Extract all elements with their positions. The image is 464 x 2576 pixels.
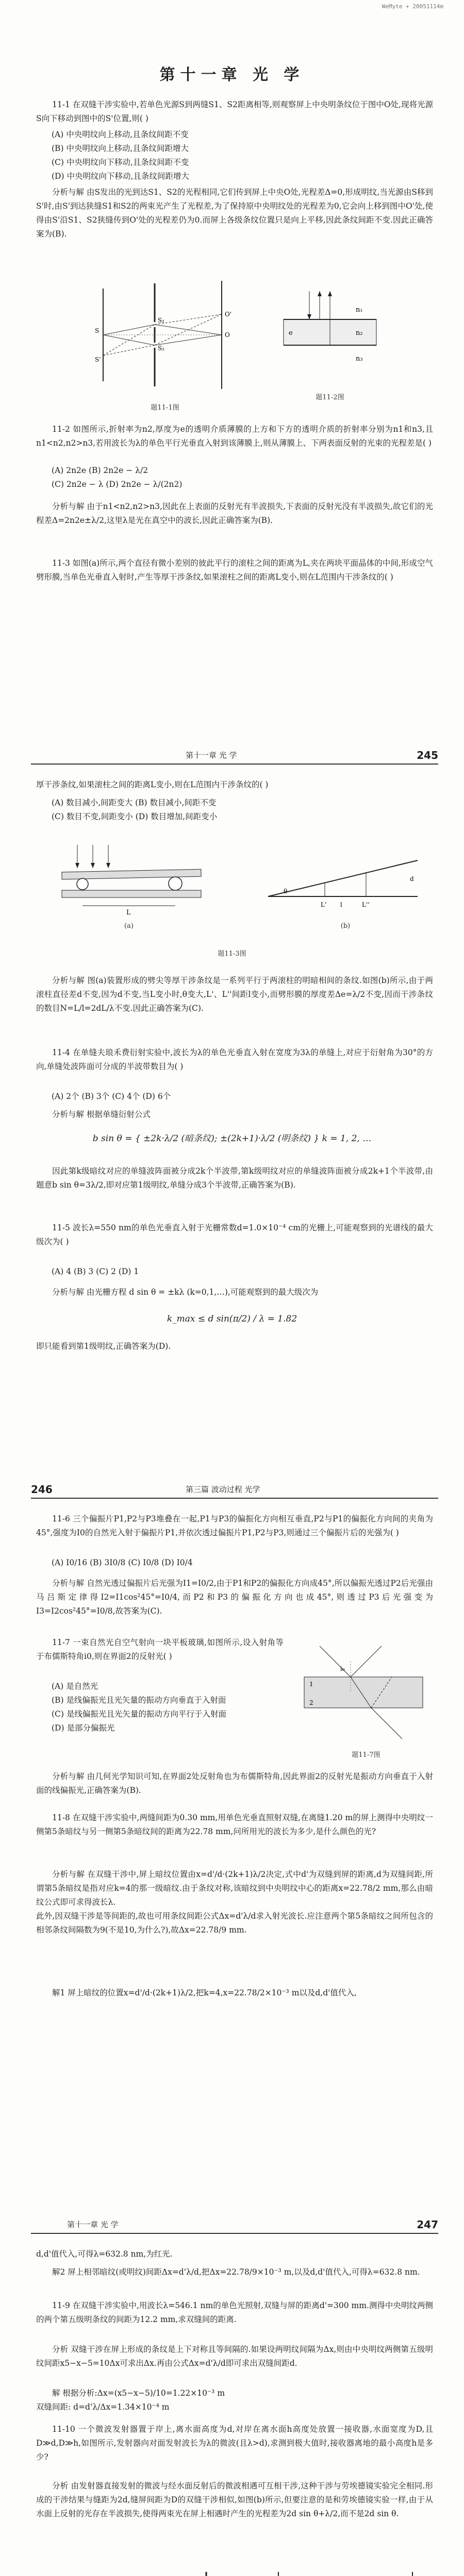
figure-11-3-caption: 题11-3图	[218, 950, 246, 958]
running-header: 第十一章 光 学	[67, 2220, 119, 2229]
problem-11-3-cont: 厚干涉条纹,如果滚柱之间的距离L变小,则在L范围内干涉条纹的( )	[36, 780, 269, 789]
analysis-11-4: 分析与解 根据单缝衍射公式	[52, 1110, 151, 1119]
svg-text:L: L	[126, 909, 131, 917]
page-header	[31, 1481, 438, 1499]
svg-text:L'': L''	[362, 901, 370, 908]
svg-text:n₂: n₂	[356, 329, 363, 337]
problem-11-9: 11-9 在双缝干涉实验中,用波长λ=546.1 nm的单色光照射,双缝与屏的距离d'=300 mm.测得中央明纹两侧的两个第五级明条纹的间距为12.2 mm,求双缝间的距离.	[36, 2301, 433, 2324]
svg-text:l: l	[340, 901, 342, 908]
page-number: 245	[417, 749, 438, 761]
figure-11-3b-label: (b)	[340, 922, 351, 930]
analysis-11-10: 分析 由发射器直接发射的微波与经水面反射后的微波相遇可互相干涉,这种干涉与劳埃德镜实验完全相同.形成的干涉结果与缝距为2d,缝屏间距为D的双缝干涉相似,如图(b)所示,但要注意的是和劳埃德镜实验一样,由于从水面上反射的光存在半波损失,使得两束光在屏上相遇时产生的光程差为2d sin θ+λ/2,而不是2d sin θ.	[36, 2481, 433, 2518]
solution-11-8: 解1 屏上暗纹的位置x=d'/d·(2k+1)λ/2,把k=4,x=22.78/2×10⁻³ m以及d,d'值代入,	[52, 1988, 357, 1997]
svg-text:θ: θ	[284, 888, 288, 895]
chapter-title: 第十一章 光 学	[159, 66, 305, 84]
svg-text:2: 2	[309, 1699, 313, 1706]
figure-11-10a-diagram	[62, 2562, 211, 2576]
analysis-11-9: 分析 双缝干涉在屏上形成的条纹是上下对称且等间隔的.如果设两明纹间隔为Δx,则由中央明纹两侧第五级明纹间距x5−x−5=10Δx可求出Δx.再由公式Δx=d'λ/d即可求出双缝间距d.	[36, 2345, 433, 2368]
analysis-11-4b: 因此第k级暗纹对应的单缝波阵面被分成2k个半波带,第k级明纹对应的单缝波阵面被分成2k+1个半波带,由题意b sin θ=3λ/2,即对应第1级明纹,单缝分成3个半波带,正确答案为(B).	[36, 1166, 433, 1190]
svg-text:S: S	[95, 327, 100, 334]
problem-11-8: 11-8 在双缝干涉实验中,两缝间距为0.30 mm,用单色光垂直照射双缝,在离缝1.20 m的屏上测得中央明纹一侧第5条暗纹与另一侧第5条暗纹间的距离为22.78 mm,问所用光的波长为多少,是什么颜色的光?	[36, 1813, 433, 1836]
figure-11-3b-diagram	[263, 840, 423, 917]
svg-text:S': S'	[95, 356, 101, 363]
scan-stamp: WeMyte + 20051114m	[382, 3, 443, 10]
figure-11-3a-label: (a)	[124, 922, 134, 930]
solution-11-8-method2: 解2 屏上相邻暗纹(或明纹)间距Δx=d'λ/d,把Δx=22.78/9×10⁻³ m,以及d,d'值代入,可得λ=632.8 nm.	[52, 2267, 420, 2277]
svg-text:L': L'	[321, 901, 327, 908]
figure-11-3a-diagram	[57, 840, 211, 917]
page-4	[0, 2201, 464, 2576]
page-number: 247	[417, 2218, 438, 2231]
svg-text:S₁: S₁	[158, 317, 165, 324]
svg-text:d: d	[410, 875, 414, 883]
svg-text:O': O'	[225, 311, 232, 318]
options-11-5: (A) 4 (B) 3 (C) 2 (D) 1	[52, 1267, 139, 1276]
analysis-11-1: 分析与解 由S发出的光到达S1、S2的光程相同,它们传到屏上中央O处,光程差Δ=0,形成明纹,当光源由S移到S'时,由S'到达狭缝S1和S2的两束光产生了光程差,为了保持原中央明纹处的光程差为0,它会向上移到图中O'处,使得由S'沿S1、S2狭缝传到O'处的光程差仍为0.而屏上各级条纹位置只是向上平移,因此条纹间距不变.因此正确答案为(B).	[36, 188, 433, 239]
solution-11-8-cont: d,d'值代入,可得λ=632.8 nm,为红光.	[36, 2249, 173, 2259]
solution-11-9: 解 根据分析:Δx=(x5−x−5)/10=1.22×10⁻³ m 双缝间距: d=d'λ/Δx=1.34×10⁻⁴ m	[36, 2388, 225, 2412]
page-1	[0, 0, 464, 732]
page-header	[31, 747, 438, 765]
options-11-3: (A) 数目减小,间距变大 (B) 数目减小,间距不变 (C) 数目不变,间距变小 (D) 数目增加,间距变小	[52, 798, 218, 821]
options-11-4: (A) 2个 (B) 3个 (C) 4个 (D) 6个	[52, 1092, 171, 1101]
svg-text:1: 1	[309, 1681, 313, 1688]
svg-text:e: e	[289, 329, 293, 337]
analysis-11-6: 分析与解 自然光透过偏振片后光强为I1=I0/2,由于P1和P2的偏振化方向成45°,所以偏振光透过P2后光强由马吕斯定律得I2=I1cos²45°=I0/4,而P2和P3的偏振化方向也成45°,则透过P3后光强变为I3=I2cos²45°=I0/8,故答案为(C).	[36, 1579, 433, 1616]
svg-text:n₃: n₃	[356, 355, 363, 363]
figure-11-2-caption: 题11-2图	[316, 394, 344, 401]
figure-11-1-caption: 题11-1图	[151, 404, 179, 412]
page-number: 246	[31, 1483, 53, 1496]
problem-11-10: 11-10 一个微波发射器置于岸上,离水面高度为d,对岸在离水面h高度处放置一接收器,水面宽度为D,且D≫d,D≫h,如图所示,发射器向对面发射波长为λ的微波(且λ>d),求测到极大值时,接收器离地的最小高度h是多少?	[36, 2425, 433, 2462]
analysis-11-7: 分析与解 由几何光学知识可知,在界面2处反射角也为布儒斯特角,因此界面2的反射光是振动方向垂直于入射面的线偏振光,正确答案为(B).	[36, 1772, 433, 1795]
analysis-11-5: 分析与解 由光栅方程 d sin θ = ±kλ (k=0,1,…),可能观察到的最大级次为	[52, 1287, 319, 1297]
analysis-11-3: 分析与解 图(a)装置形成的劈尖等厚干涉条纹是一系列平行于两滚柱的明暗相间的条纹.如图(b)所示,由于两滚柱直径差d不变,因为d不变,当L变小时,θ变大,L'、L''间距l变小,而劈形膜的厚度差Δe=λ/2不变,因而干涉条纹的数目N=L/l=2dL/λ不变.因此正确答案为(C).	[36, 976, 433, 1013]
figure-11-10b-diagram	[268, 2562, 423, 2576]
formula-single-slit: b sin θ = { ±2k·λ/2 (暗条纹); ±(2k+1)·λ/2 (明条纹) } k = 1, 2, …	[92, 1133, 372, 1144]
running-header: 第十一章 光 学	[186, 751, 237, 760]
problem-11-2: 11-2 如图所示,折射率为n2,厚度为e的透明介质薄膜的上方和下方的透明介质的折射率分别为n1和n3,且n1<n2,n2>n3,若用波长为λ的单色平行光垂直入射到该薄膜上,则从薄膜上、下两表面反射的光束的光程差是( )	[36, 425, 433, 448]
problem-11-3: 11-3 如图(a)所示,两个直径有微小差别的彼此平行的滚柱之间的距离为L,夹在两块平面晶体的中间,形成空气劈形膜,当单色光垂直入射时,产生等厚干涉条纹,如果滚柱之间的距离L变小,则在L范围内干涉条纹的( )	[36, 558, 433, 582]
problem-11-7: 11-7 一束自然光自空气射向一块平板玻璃,如图所示,设入射角等于布儒斯特角i0,则在界面2的反射光( )	[36, 1638, 284, 1661]
options-11-7: (A) 是自然光 (B) 是线偏振光且光矢量的振动方向垂直于入射面 (C) 是线偏振光且光矢量的振动方向平行于入射面 (D) 是部分偏振光	[52, 1682, 226, 1733]
formula-grating: k_max ≤ d sin(π/2) / λ = 1.82	[167, 1314, 297, 1324]
analysis-11-2: 分析与解 由于n1<n2,n2>n3,因此在上表面的反射光有半波损失,下表面的反射光没有半波损失,故它们的光程差Δ=2n2e±λ/2,这里λ是光在真空中的波长,因此正确答案为(B).	[36, 502, 433, 525]
page-3	[0, 1466, 464, 2201]
svg-text:S₂: S₂	[158, 345, 165, 352]
options-11-1: (A) 中央明纹向上移动,且条纹间距不变 (B) 中央明纹向上移动,且条纹间距增大 (C) 中央明纹向下移动,且条纹间距不变 (D) 中央明纹向下移动,且条纹间距增大	[52, 130, 189, 181]
analysis-11-8: 分析与解 在双缝干涉中,屏上暗纹位置由x=d'/d·(2k+1)λ/2决定,式中d'为双缝到屏的距离,d为双缝间距,所谓第5条暗纹是指对应k=4的那一级暗纹.由于条纹对称,该暗纹到中央明纹中心的距离x=22.78/2 mm,那么由暗纹公式即可求得波长λ. 此外,因双缝干涉是等间距的,故也可用条纹间距公式Δx=d'λ/d求入射光波长.应注意两个第5条暗纹之间所包含的相邻条纹间隔数为9(不是10,为什么?),故Δx=22.78/9 mm.	[36, 1870, 433, 1935]
figure-11-7-caption: 题11-7图	[352, 1751, 380, 1759]
figure-11-1-diagram	[93, 273, 237, 397]
analysis-11-5b: 即只能看到第1级明纹,正确答案为(D).	[36, 1342, 171, 1351]
options-11-2: (A) 2n2e (B) 2n2e − λ/2 (C) 2n2e − λ (D) 2n2e − λ/(2n2)	[52, 466, 183, 489]
problem-11-4: 11-4 在单缝夫琅禾费衍射实验中,波长为λ的单色光垂直入射在宽度为3λ的单缝上,对应于衍射角为30°的方向,单缝处波阵面可分成的半波带数目为( )	[36, 1048, 433, 1071]
page-2	[0, 732, 464, 1466]
svg-text:n₁: n₁	[356, 306, 363, 314]
problem-11-1: 11-1 在双缝干涉实验中,若单色光源S到两缝S1、S2距离相等,则观察屏上中央明条纹位于图中O处,现将光源S向下移动到图中的S'位置,则( )	[36, 100, 433, 123]
problem-11-5: 11-5 波长λ=550 nm的单色光垂直入射于光栅常数d=1.0×10⁻⁴ cm的光栅上,可能观察到的光谱线的最大级次为( )	[36, 1223, 433, 1246]
figure-11-2-diagram	[278, 289, 382, 381]
page-header	[31, 2216, 438, 2234]
svg-text:i₀: i₀	[340, 1665, 345, 1672]
options-11-6: (A) I0/16 (B) 3I0/8 (C) I0/8 (D) I0/4	[52, 1558, 193, 1567]
figure-11-7-diagram	[299, 1641, 428, 1744]
problem-11-6: 11-6 三个偏振片P1,P2与P3堆叠在一起,P1与P3的偏振化方向相互垂直,P2与P1的偏振化方向间的夹角为45°,强度为I0的自然光入射于偏振片P1,并依次透过偏振片P1,P2与P3,则通过三个偏振片后的光强为( )	[36, 1514, 433, 1537]
svg-text:O: O	[225, 331, 230, 338]
running-header: 第三篇 波动过程 光学	[186, 1485, 260, 1494]
